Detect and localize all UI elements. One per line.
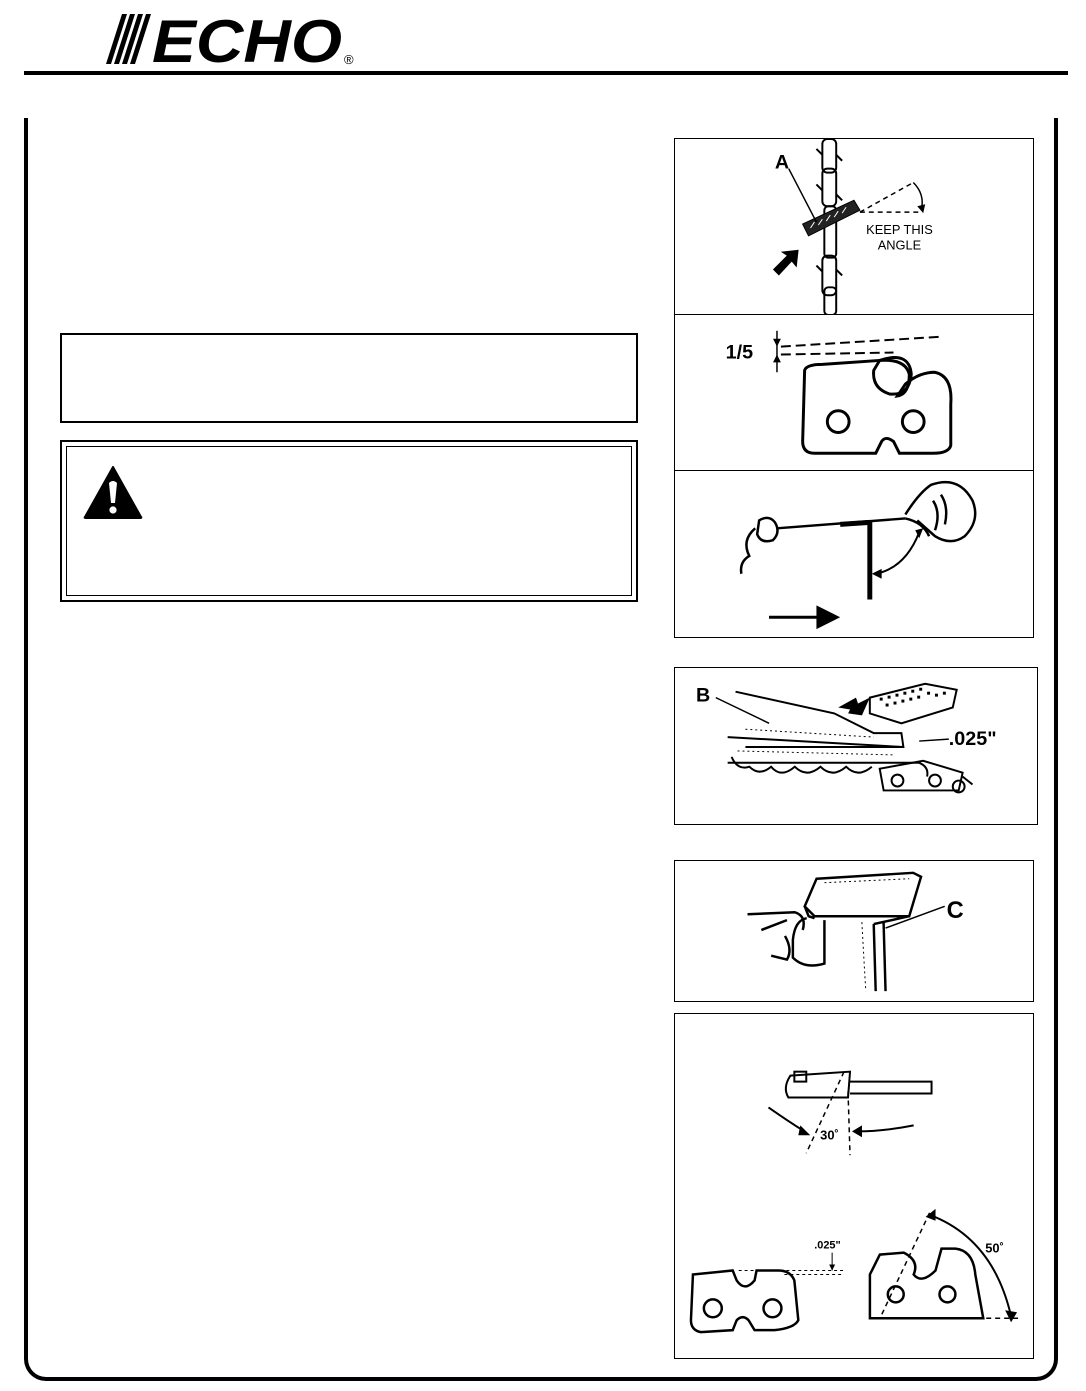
depth-fraction: 1/5 bbox=[725, 341, 754, 364]
figure-file-holder bbox=[674, 470, 1034, 638]
header-rule bbox=[24, 71, 1068, 75]
warning-triangle-icon bbox=[83, 465, 143, 519]
callout-b: B bbox=[696, 684, 711, 707]
figure-cutter-depth bbox=[674, 314, 1034, 474]
figure-depth-gauge bbox=[674, 667, 1038, 825]
arrow-icon bbox=[773, 250, 799, 276]
side-plate-angle: 50˚ bbox=[985, 1240, 1004, 1256]
callout-a: A bbox=[774, 151, 790, 174]
figure-file-angle bbox=[674, 138, 1034, 316]
echo-logo bbox=[100, 8, 362, 68]
cutter-tooth-side bbox=[870, 1249, 983, 1319]
top-plate-angle: 30˚ bbox=[820, 1127, 839, 1143]
brand-name: ECHO bbox=[152, 8, 342, 68]
depth-dimension: .025" bbox=[948, 728, 997, 751]
registered-mark: ® bbox=[344, 52, 354, 67]
cutter-tooth-depth bbox=[691, 1271, 798, 1333]
cutter-tooth bbox=[803, 358, 951, 454]
figure-chain-specs bbox=[674, 1013, 1034, 1359]
warning-inner-border bbox=[66, 446, 632, 596]
flat-file bbox=[870, 684, 957, 723]
arrow-icon bbox=[838, 698, 870, 716]
note-box bbox=[60, 333, 638, 423]
keep-angle-line2: ANGLE bbox=[877, 237, 922, 253]
keep-angle-line1: KEEP THIS bbox=[866, 221, 933, 237]
figure-gauge-round bbox=[674, 860, 1034, 1002]
warning-box bbox=[60, 440, 638, 602]
arrow-right-icon bbox=[816, 605, 840, 629]
depth-spec: .025" bbox=[814, 1239, 841, 1252]
callout-c: C bbox=[946, 898, 964, 925]
